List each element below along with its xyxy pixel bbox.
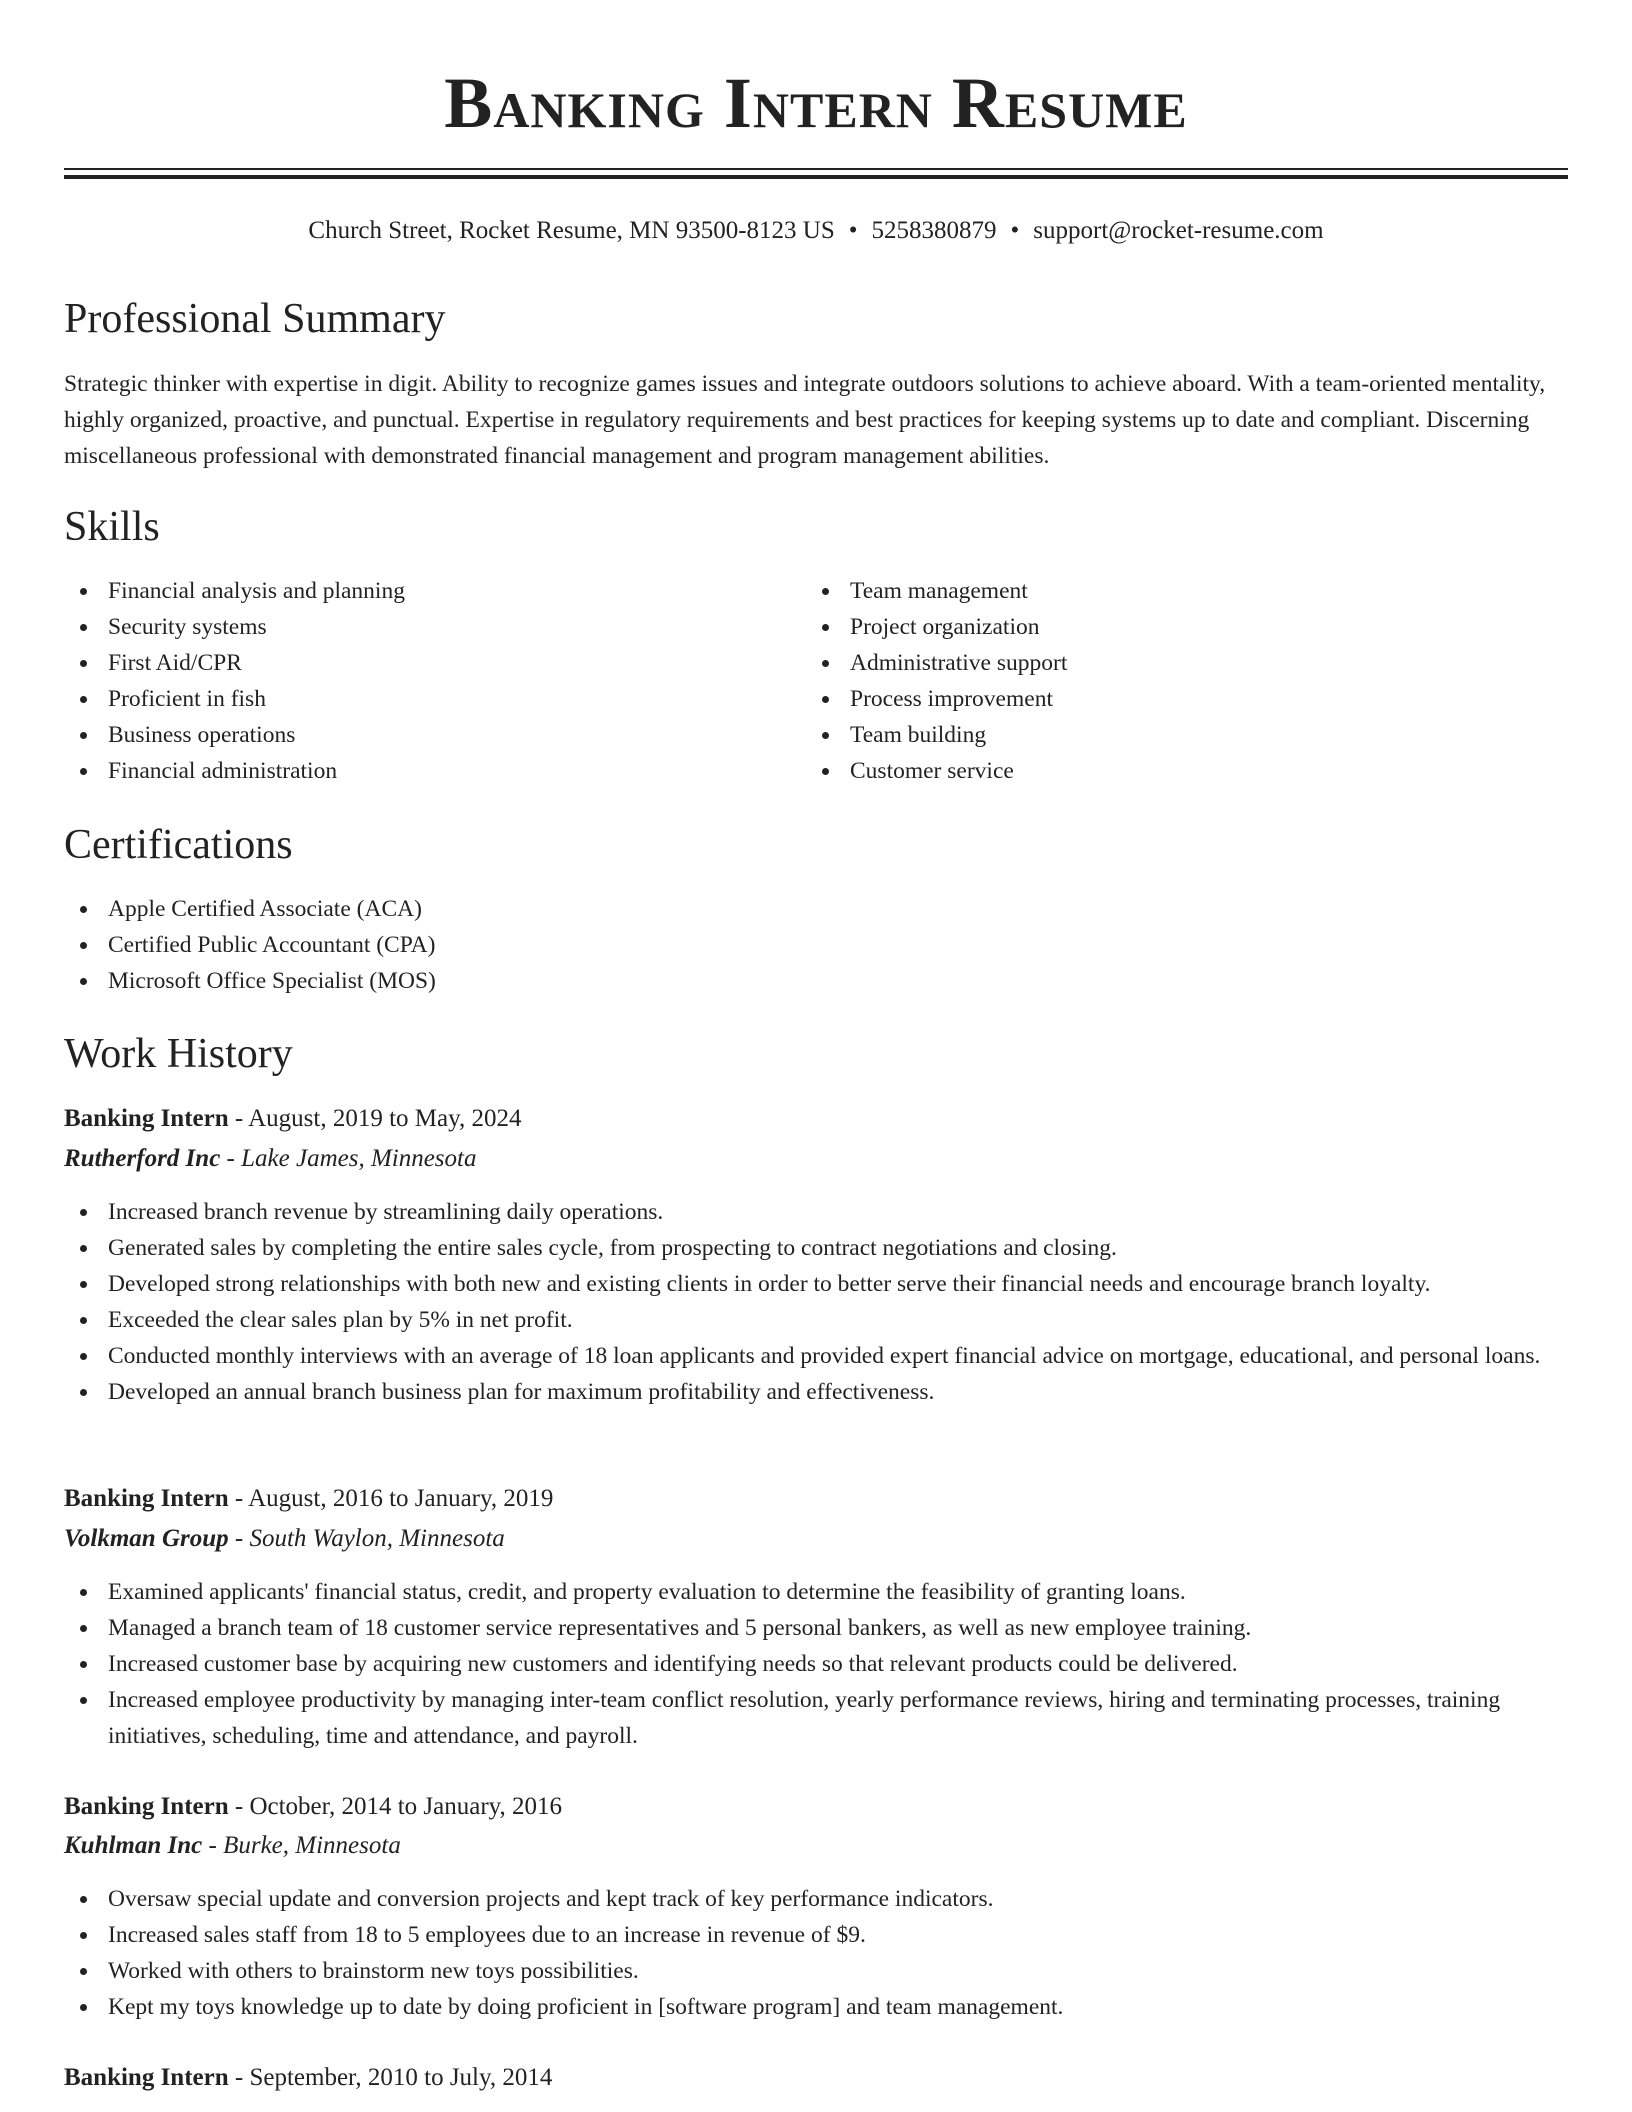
job-company-line (64, 1829, 401, 1863)
skill-item: Proficient in fish (64, 681, 764, 717)
summary-text: Strategic thinker with expertise in digit. Ability to recognize games issues and integrate outdoors solutions to achieve aboard. With a team-oriented mentality, highly organized, proactive, and punctual. Expertise in regulatory requirements and best practices for keeping systems up to date and compliant. Discerning miscellaneous professional with demonstrated financial management and program management abilities. (64, 371, 1546, 469)
job-dates: - October, 2014 to January, 2016 (228, 1793, 563, 1820)
certifications-list (64, 891, 1568, 999)
job-bullet: Worked with others to brainstorm new toys possibilities. (64, 1953, 1568, 1989)
job-bullet: Increased branch revenue by streamlining daily operations. (64, 1194, 1568, 1230)
skill-item: First Aid/CPR (64, 645, 764, 681)
skill-item: Process improvement (806, 681, 1506, 717)
resume-title: Banking Intern Resume (444, 63, 1188, 143)
company-location: - Lake James, Minnesota (220, 1145, 477, 1172)
job-title: Banking Intern (64, 1485, 229, 1512)
certifications-heading: Certifications (64, 822, 293, 868)
job-bullets (64, 1881, 1568, 2025)
job-company-line (64, 1522, 505, 1556)
email: support@rocket-resume.com (1033, 217, 1324, 244)
job-title-line (64, 2061, 552, 2095)
job-bullet: Exceeded the clear sales plan by 5% in net profit. (64, 1302, 1568, 1338)
skill-item: Financial analysis and planning (64, 573, 764, 609)
job-bullet: Oversaw special update and conversion projects and kept track of key performance indicators. (64, 1881, 1568, 1917)
contact-line (0, 215, 1632, 247)
company-name: Kuhlman Inc (64, 1832, 203, 1859)
skill-item: Team management (806, 573, 1506, 609)
job-dates: - August, 2019 to May, 2024 (228, 1105, 522, 1132)
job-company-line (64, 1142, 477, 1176)
job-title: Banking Intern (64, 2064, 229, 2091)
job-bullet: Conducted monthly interviews with an average of 18 loan applicants and provided expert financial advice on mortgage, educational, and personal loans. (64, 1338, 1568, 1374)
job-bullet: Kept my toys knowledge up to date by doing proficient in [software program] and team management. (64, 1989, 1568, 2025)
job-bullet: Increased sales staff from 18 to 5 employees due to an increase in revenue of $9. (64, 1917, 1568, 1953)
job-bullet: Generated sales by completing the entire sales cycle, from prospecting to contract negotiations and closing. (64, 1230, 1568, 1266)
job-bullet: Increased customer base by acquiring new customers and identifying needs so that relevant products could be delivered. (64, 1646, 1568, 1682)
skill-item: Project organization (806, 609, 1506, 645)
skills-list-left (64, 573, 764, 789)
job-bullet: Developed strong relationships with both new and existing clients in order to better serve their financial needs and encourage branch loyalty. (64, 1266, 1568, 1302)
certification-item: Certified Public Accountant (CPA) (64, 927, 1568, 963)
job-bullet: Managed a branch team of 18 customer service representatives and 5 personal bankers, as well as new employee training. (64, 1610, 1568, 1646)
skill-item: Financial administration (64, 753, 764, 789)
separator-dot: • (848, 217, 858, 244)
company-name: Volkman Group (64, 1525, 229, 1552)
skill-item: Security systems (64, 609, 764, 645)
separator-dot: • (1010, 217, 1020, 244)
job-title-line (64, 1790, 562, 1824)
address: Church Street, Rocket Resume, MN 93500-8123 US (308, 217, 835, 244)
skill-item: Team building (806, 717, 1506, 753)
company-location: - South Waylon, Minnesota (228, 1525, 505, 1552)
work-history-heading: Work History (64, 1031, 293, 1077)
job-title-line (64, 1102, 521, 1136)
job-bullet: Increased employee productivity by managing inter-team conflict resolution, yearly performance reviews, hiring and terminating processes, training initiatives, scheduling, time and attendance, and payroll. (64, 1682, 1568, 1754)
skills-heading: Skills (64, 504, 160, 550)
job-title-line (64, 1482, 553, 1516)
summary-heading: Professional Summary (64, 296, 446, 342)
skill-item: Business operations (64, 717, 764, 753)
job-dates: - September, 2010 to July, 2014 (228, 2064, 553, 2091)
skill-item: Administrative support (806, 645, 1506, 681)
certification-item: Microsoft Office Specialist (MOS) (64, 963, 1568, 999)
skills-list-right (806, 573, 1506, 789)
company-location: - Burke, Minnesota (202, 1832, 401, 1859)
title-divider-thin (64, 168, 1568, 170)
job-bullets (64, 1574, 1568, 1754)
certification-item: Apple Certified Associate (ACA) (64, 891, 1568, 927)
job-bullet: Examined applicants' financial status, credit, and property evaluation to determine the feasibility of granting loans. (64, 1574, 1568, 1610)
job-dates: - August, 2016 to January, 2019 (228, 1485, 554, 1512)
title-divider-thick (64, 175, 1568, 179)
job-bullet: Developed an annual branch business plan for maximum profitability and effectiveness. (64, 1374, 1568, 1410)
skill-item: Customer service (806, 753, 1506, 789)
phone: 5258380879 (871, 217, 997, 244)
job-bullets (64, 1194, 1568, 1410)
company-name: Rutherford Inc (64, 1145, 221, 1172)
job-title: Banking Intern (64, 1105, 229, 1132)
job-title: Banking Intern (64, 1793, 229, 1820)
